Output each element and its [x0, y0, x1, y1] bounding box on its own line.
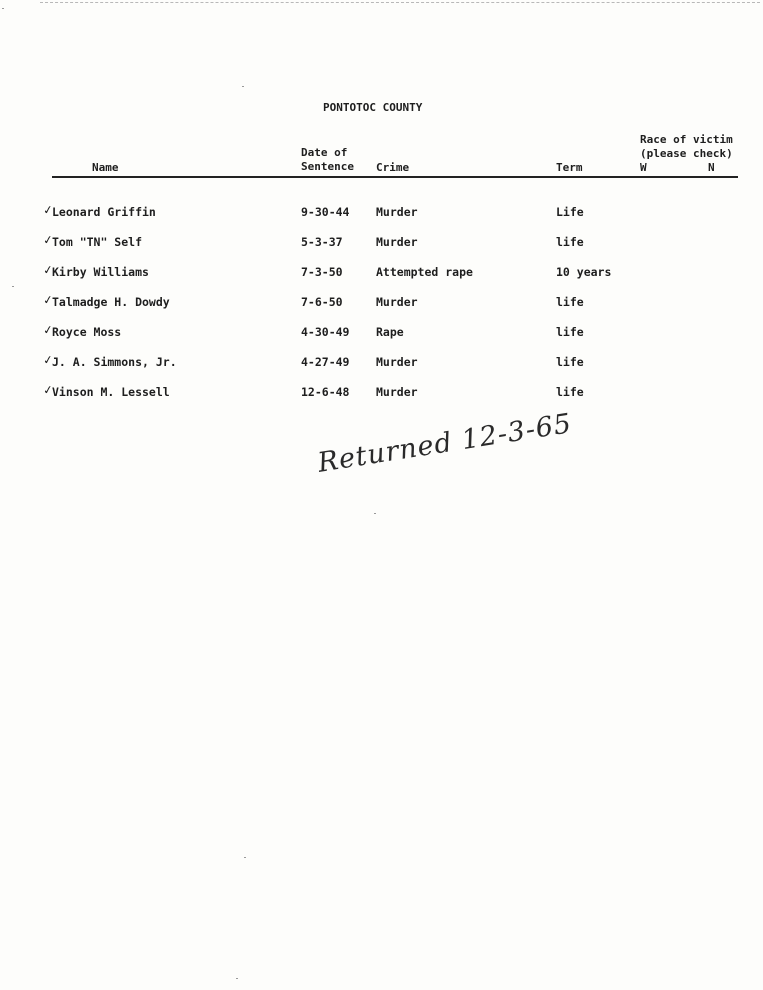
header-date-line1: Date of — [301, 146, 348, 159]
header-race-line1: Race of victim — [640, 133, 733, 146]
cell-name: Vinson M. Lessell — [52, 385, 170, 399]
check-mark-icon: ✓ — [42, 232, 54, 248]
cell-crime: Murder — [376, 355, 418, 369]
cell-crime: Murder — [376, 385, 418, 399]
cell-term: life — [556, 295, 584, 309]
table-row — [0, 322, 763, 341]
table-row — [0, 202, 763, 221]
table-row — [0, 262, 763, 281]
cell-term: life — [556, 385, 584, 399]
check-mark-icon: ✓ — [42, 352, 54, 368]
cell-term: Life — [556, 205, 584, 219]
cell-crime: Murder — [376, 295, 418, 309]
cell-crime: Rape — [376, 325, 404, 339]
header-race-of-victim — [640, 133, 733, 161]
cell-date: 9-30-44 — [301, 205, 350, 219]
header-name: Name — [92, 161, 119, 174]
cell-date: 12-6-48 — [301, 385, 350, 399]
paper-speck — [374, 513, 376, 514]
cell-crime: Attempted rape — [376, 265, 473, 279]
header-race-w: W — [640, 161, 647, 174]
cell-date: 4-27-49 — [301, 355, 350, 369]
cell-term: life — [556, 325, 584, 339]
header-race-line2: (please check) — [640, 147, 733, 160]
table-row — [0, 352, 763, 371]
check-mark-icon: ✓ — [42, 322, 54, 338]
header-race-n: N — [708, 161, 715, 174]
cell-crime: Murder — [376, 205, 418, 219]
county-title: PONTOTOC COUNTY — [323, 101, 423, 114]
header-crime: Crime — [376, 161, 410, 174]
cell-crime: Murder — [376, 235, 418, 249]
paper-speck — [2, 8, 4, 9]
check-mark-icon: ✓ — [42, 382, 54, 398]
check-mark-icon: ✓ — [42, 292, 54, 308]
cell-name: Leonard Griffin — [52, 205, 156, 219]
cell-term: life — [556, 235, 584, 249]
cell-date: 7-3-50 — [301, 265, 343, 279]
header-term: Term — [556, 161, 583, 174]
cell-name: Talmadge H. Dowdy — [52, 295, 170, 309]
cell-date: 4-30-49 — [301, 325, 350, 339]
cell-name: J. A. Simmons, Jr. — [52, 355, 177, 369]
check-mark-icon: ✓ — [42, 262, 54, 278]
cell-term: 10 years — [556, 265, 612, 279]
cell-name: Royce Moss — [52, 325, 122, 339]
cell-name: Kirby Williams — [52, 265, 149, 279]
header-date-line2: Sentence — [301, 160, 354, 173]
cell-term: life — [556, 355, 584, 369]
header-date-of-sentence — [301, 146, 354, 174]
handwritten-returned-note: Returned 12-3-65 — [315, 408, 575, 479]
table-row — [0, 292, 763, 311]
header-underline — [52, 176, 738, 178]
top-edge-rule — [40, 2, 760, 3]
paper-speck — [236, 978, 238, 979]
check-mark-icon: ✓ — [42, 202, 54, 218]
paper-speck — [242, 86, 244, 87]
paper-speck — [12, 286, 14, 287]
table-row — [0, 232, 763, 251]
cell-date: 5-3-37 — [301, 235, 343, 249]
table-row — [0, 382, 763, 401]
cell-date: 7-6-50 — [301, 295, 343, 309]
paper-speck — [244, 857, 246, 858]
cell-name: Tom "TN" Self — [52, 235, 143, 249]
